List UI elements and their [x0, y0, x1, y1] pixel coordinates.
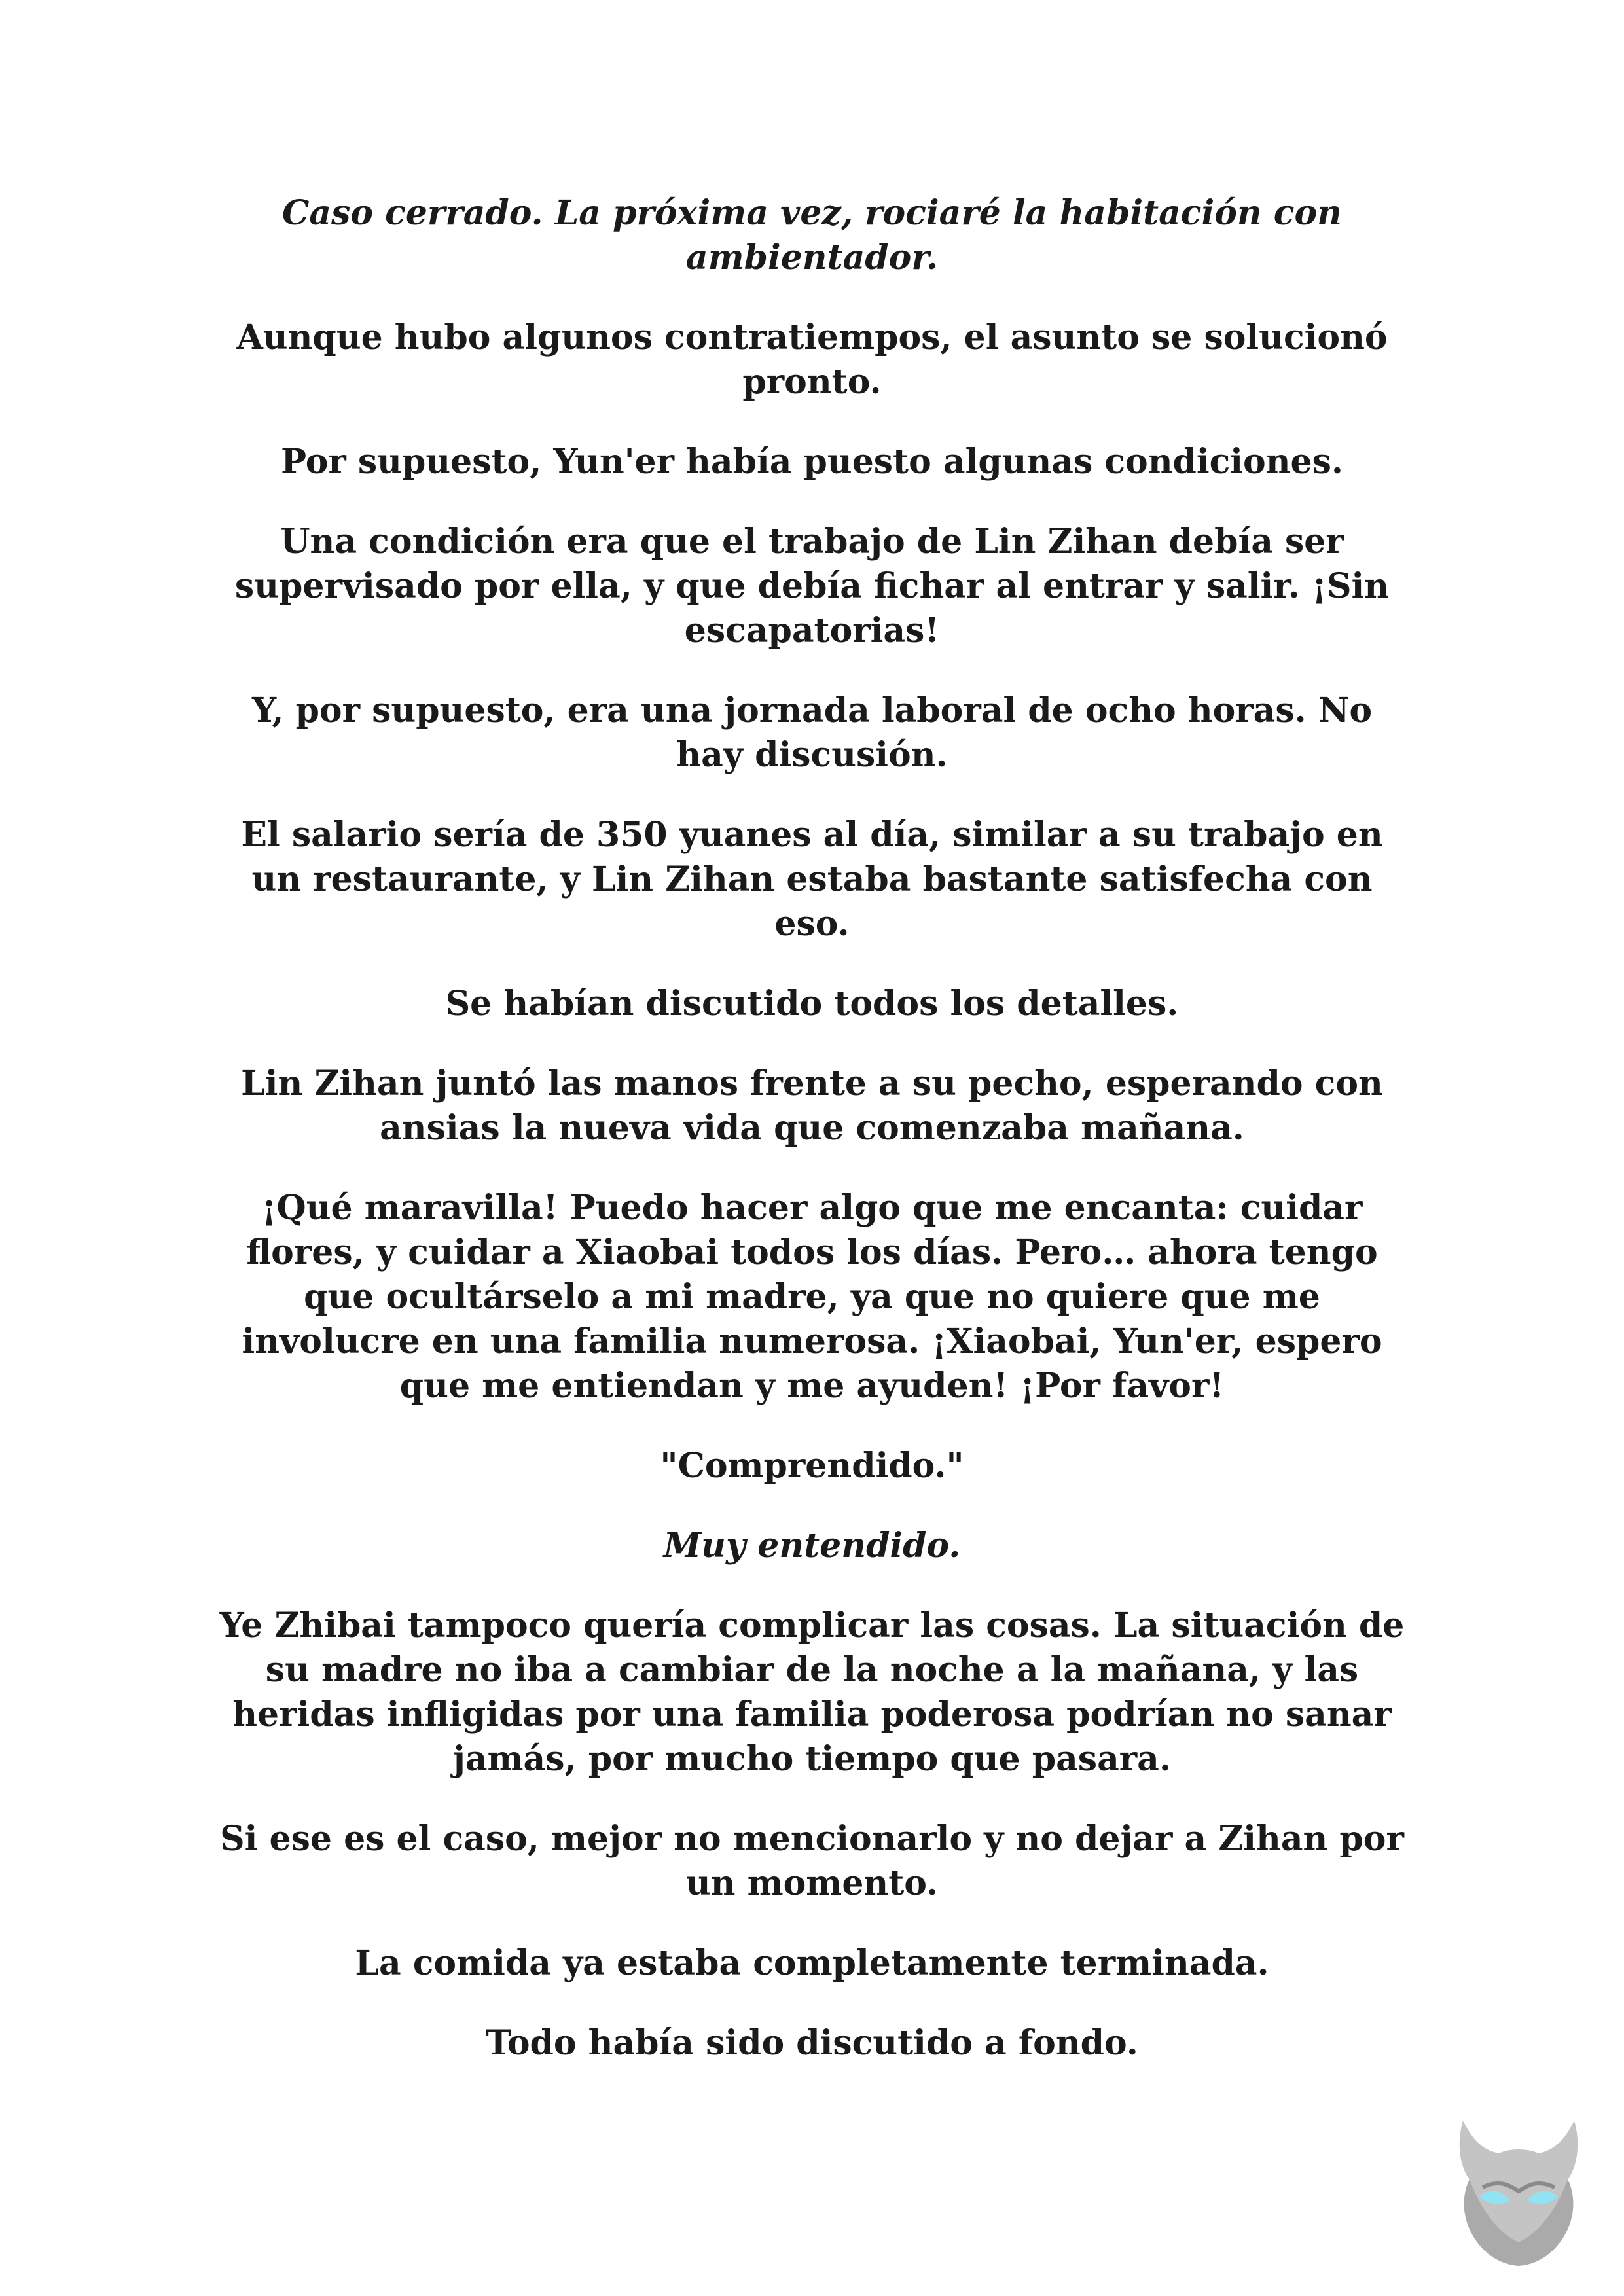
paragraph: Ye Zhibai tampoco quería complicar las cosas. La situación de su madre no iba a cambiar de la noche a la mañana, y las heridas infligidas por una familia poderosa podrían no sanar jamás, por mucho tiempo que pasara.: [219, 1605, 1405, 1779]
text-body: [216, 191, 1408, 2101]
paragraph: Si ese es el caso, mejor no mencionarlo y no dejar a Zihan por un momento.: [220, 1819, 1404, 1903]
paragraph: Por supuesto, Yun'er había puesto algunas condiciones.: [281, 442, 1343, 482]
paragraph: Todo había sido discutido a fondo.: [486, 2023, 1138, 2063]
paragraph: Y, por supuesto, era una jornada laboral de ocho horas. No hay discusión.: [251, 691, 1373, 775]
paragraph: ¡Qué maravilla! Puedo hacer algo que me encanta: cuidar flores, y cuidar a Xiaobai todos los días. Pero… ahora tengo que ocultárselo a mi madre, ya que no quiere que me involucre en una familia numerosa. ¡Xiaobai, Yun'er, espero que me entiendan y me ayuden! ¡Por favor!: [242, 1188, 1382, 1406]
paragraph: Aunque hubo algunos contratiempos, el asunto se solucionó pronto.: [236, 317, 1388, 402]
paragraph: Una condición era que el trabajo de Lin Zihan debía ser supervisado por ella, y que debía fichar al entrar y salir. ¡Sin escapatorias!: [234, 522, 1390, 651]
paragraph: Caso cerrado. La próxima vez, rociaré la habitación con ambientador.: [282, 193, 1342, 278]
demon-mask-icon: [1443, 2114, 1594, 2271]
paragraph: "Comprendido.": [660, 1446, 964, 1486]
paragraph: Lin Zihan juntó las manos frente a su pecho, esperando con ansias la nueva vida que comenzaba mañana.: [241, 1064, 1383, 1148]
paragraph: El salario sería de 350 yuanes al día, similar a su trabajo en un restaurante, y Lin Zihan estaba bastante satisfecha con eso.: [241, 815, 1383, 944]
paragraph: La comida ya estaba completamente terminada.: [355, 1943, 1269, 1983]
paragraph: Muy entendido.: [663, 1526, 961, 1566]
paragraph: Se habían discutido todos los detalles.: [445, 984, 1179, 1024]
